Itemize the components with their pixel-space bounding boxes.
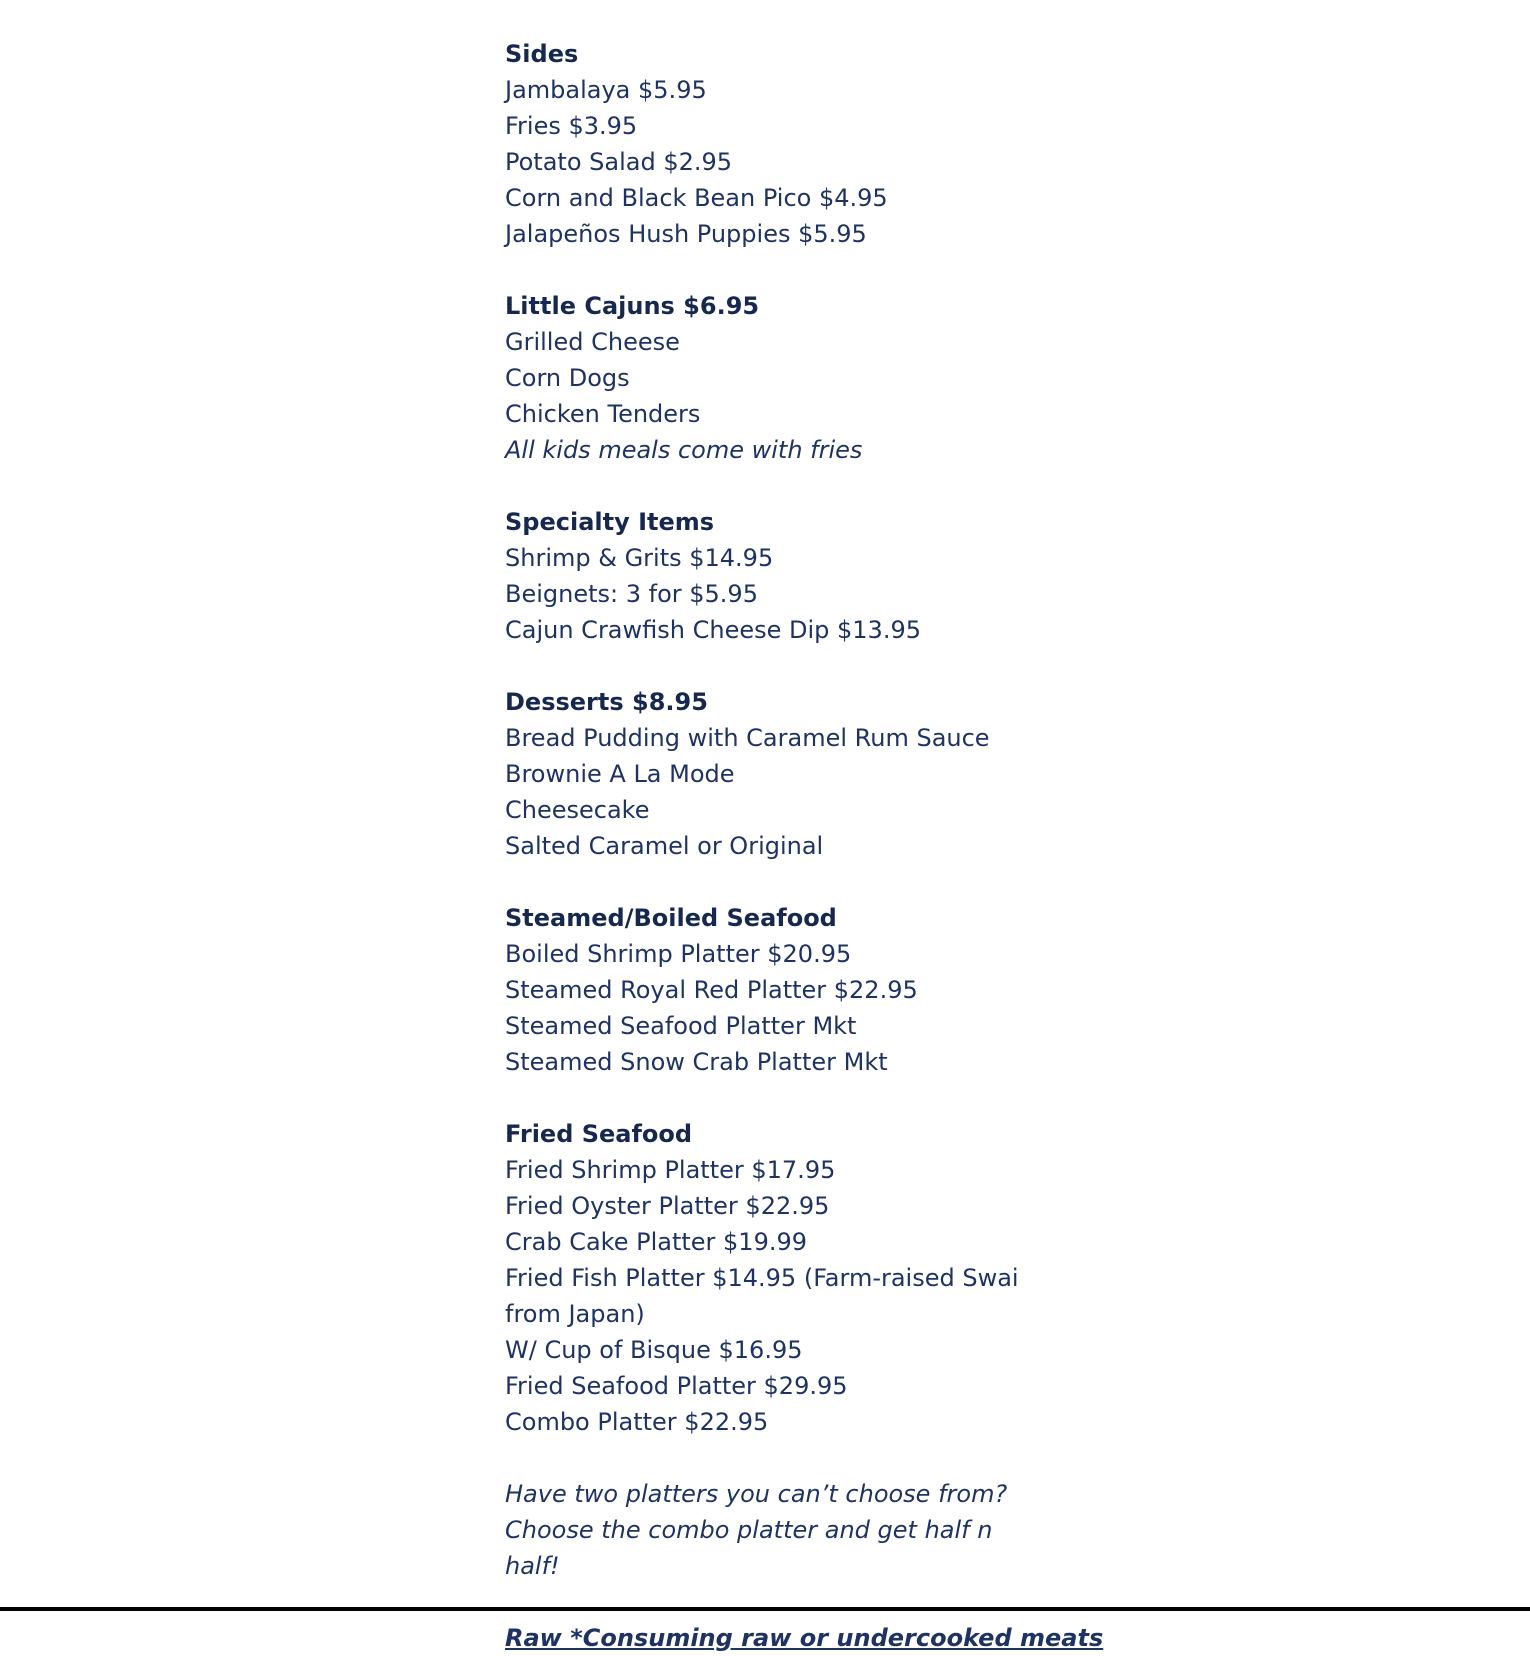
section-heading-specialty-items: Specialty Items xyxy=(505,508,715,536)
menu-item: Fried Shrimp Platter $17.95 xyxy=(505,1156,836,1184)
window-bottom-edge xyxy=(0,1607,1530,1611)
section-little-cajuns xyxy=(505,288,1045,468)
spacer xyxy=(505,648,1045,684)
menu-item: Steamed Royal Red Platter $22.95 xyxy=(505,976,918,1004)
menu-item: W/ Cup of Bisque $16.95 xyxy=(505,1336,803,1364)
section-heading-sides: Sides xyxy=(505,40,579,68)
menu-item: Combo Platter $22.95 xyxy=(505,1408,769,1436)
menu-item: Bread Pudding with Caramel Rum Sauce xyxy=(505,724,990,752)
section-heading-desserts: Desserts $8.95 xyxy=(505,688,708,716)
spacer xyxy=(505,1584,1045,1620)
menu-item: Fries $3.95 xyxy=(505,112,638,140)
kids-meal-note: All kids meals come with fries xyxy=(505,436,863,464)
menu-item: Salted Caramel or Original xyxy=(505,832,824,860)
menu-item: Chicken Tenders xyxy=(505,400,701,428)
menu-item: Beignets: 3 for $5.95 xyxy=(505,580,758,608)
menu-item: Boiled Shrimp Platter $20.95 xyxy=(505,940,852,968)
spacer xyxy=(505,1080,1045,1116)
menu-item: Cajun Crawfish Cheese Dip $13.95 xyxy=(505,616,921,644)
section-steamed-seafood xyxy=(505,900,1045,1080)
section-heading-steamed-seafood: Steamed/Boiled Seafood xyxy=(505,904,837,932)
spacer xyxy=(505,468,1045,504)
raw-section-partial-heading: Raw *Consuming raw or undercooked meats xyxy=(505,1624,1104,1652)
menu-item: Jalapeños Hush Puppies $5.95 xyxy=(505,220,867,248)
menu-item: Corn Dogs xyxy=(505,364,630,392)
menu-item: Fried Oyster Platter $22.95 xyxy=(505,1192,830,1220)
menu-item: Steamed Snow Crab Platter Mkt xyxy=(505,1048,888,1076)
menu-item: Fried Seafood Platter $29.95 xyxy=(505,1372,848,1400)
spacer xyxy=(505,0,1045,36)
spacer xyxy=(505,252,1045,288)
section-specialty-items xyxy=(505,504,1045,648)
combo-platter-note: Have two platters you can’t choose from? Choose the combo platter and get half n half! xyxy=(505,1480,1008,1580)
menu-item: Cheesecake xyxy=(505,796,650,824)
section-sides xyxy=(505,36,1045,252)
spacer xyxy=(505,1440,1045,1476)
menu-item: Shrimp & Grits $14.95 xyxy=(505,544,774,572)
menu-item: Grilled Cheese xyxy=(505,328,680,356)
menu-item: Fried Fish Platter $14.95 (Farm-raised Swai from Japan) xyxy=(505,1264,1019,1328)
section-heading-fried-seafood: Fried Seafood xyxy=(505,1120,693,1148)
menu-content xyxy=(505,0,1104,1656)
section-heading-little-cajuns: Little Cajuns $6.95 xyxy=(505,292,760,320)
menu-item: Jambalaya $5.95 xyxy=(505,76,707,104)
section-fried-seafood xyxy=(505,1116,1045,1440)
menu-item: Steamed Seafood Platter Mkt xyxy=(505,1012,857,1040)
menu-item: Crab Cake Platter $19.99 xyxy=(505,1228,808,1256)
spacer xyxy=(505,864,1045,900)
menu-item: Potato Salad $2.95 xyxy=(505,148,733,176)
menu-item: Corn and Black Bean Pico $4.95 xyxy=(505,184,888,212)
section-desserts xyxy=(505,684,1045,864)
menu-item: Brownie A La Mode xyxy=(505,760,735,788)
